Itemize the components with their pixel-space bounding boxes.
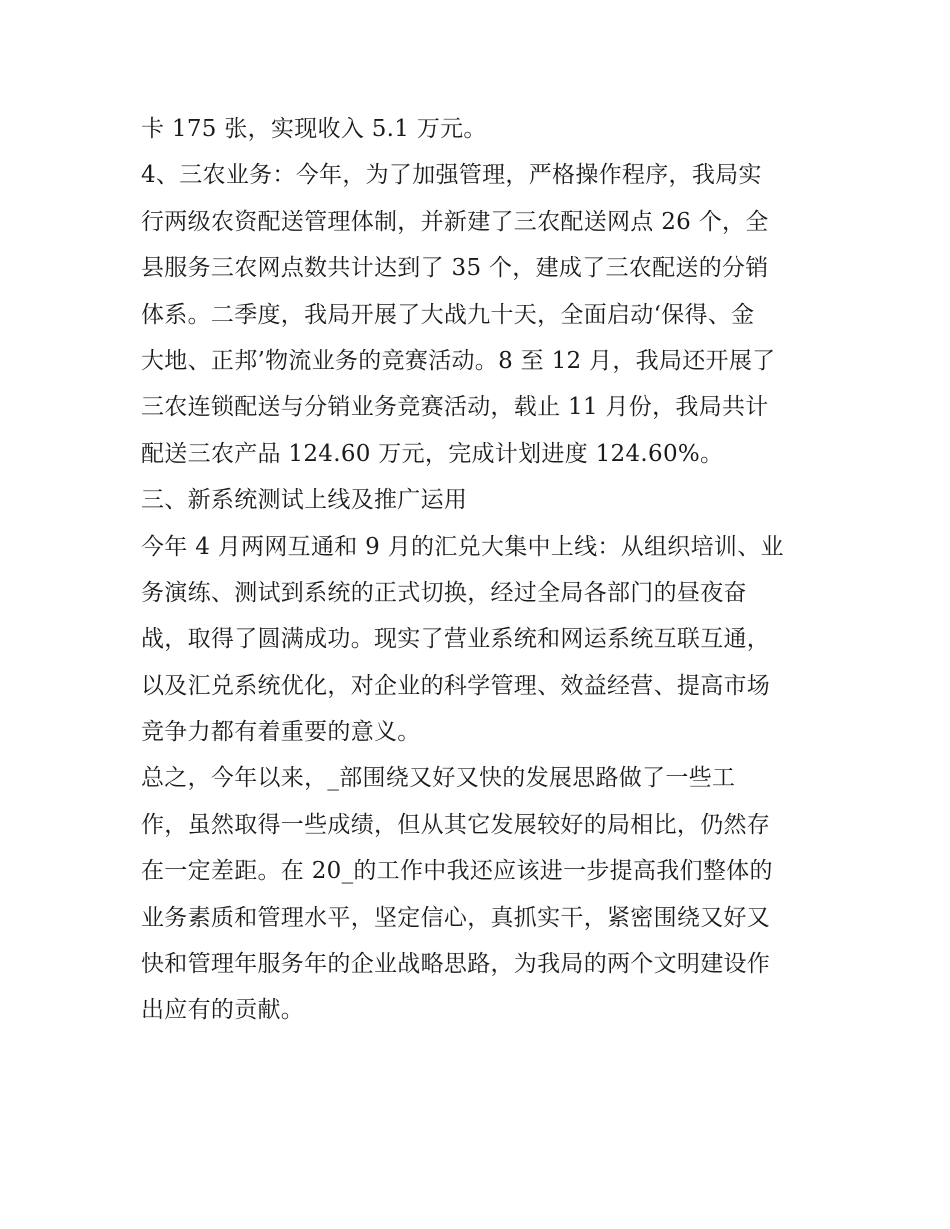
text-line-8: 配送三农产品 124.60 万元，完成计划进度 124.60%。 <box>141 440 724 467</box>
text-line-3: 行两级农资配送管理体制，并新建了三农配送网点 26 个，全 <box>141 208 769 235</box>
text-line-5: 体系。二季度，我局开展了大战九十天，全面启动‘保得、金 <box>141 301 755 328</box>
text-line-20: 出应有的贡献。 <box>141 997 305 1024</box>
text-line-14: 竞争力都有着重要的意义。 <box>141 719 421 746</box>
text-line-10: 今年 4 月两网互通和 9 月的汇兑大集中上线：从组织培训、业 <box>141 533 784 560</box>
document-body <box>141 106 813 1034</box>
section-heading: 三、新系统测试上线及推广运用 <box>141 487 468 514</box>
text-line-17: 在一定差距。在 20_的工作中我还应该进一步提高我们整体的 <box>141 858 773 885</box>
text-line-19: 快和管理年服务年的企业战略思路，为我局的两个文明建设作 <box>141 951 771 978</box>
text-line-11: 务演练、测试到系统的正式切换，经过全局各部门的昼夜奋 <box>141 579 747 606</box>
text-line-6: 大地、正邦’物流业务的竞赛活动。8 至 12 月，我局还开展了 <box>141 347 776 374</box>
text-line-2: 4、三农业务：今年，为了加强管理，严格操作程序，我局实 <box>141 162 762 189</box>
text-line-18: 业务素质和管理水平，坚定信心，真抓实干，紧密围绕又好又 <box>141 904 771 931</box>
text-line-7: 三农连锁配送与分销业务竞赛活动，载止 11 月份，我局共计 <box>141 394 769 421</box>
text-line-1: 卡 175 张，实现收入 5.1 万元。 <box>141 116 487 142</box>
text-line-15: 总之，今年以来，_部围绕又好又快的发展思路做了一些工 <box>141 765 736 792</box>
text-line-16: 作，虽然取得一些成绩，但从其它发展较好的局相比，仍然存 <box>141 811 771 838</box>
text-line-12: 战，取得了圆满成功。现实了营业系统和网运系统互联互通， <box>141 626 771 653</box>
text-line-4: 县服务三农网点数共计达到了 35 个，建成了三农配送的分销 <box>141 255 769 282</box>
text-line-13: 以及汇兑系统优化，对企业的科学管理、效益经营、提高市场 <box>141 672 771 699</box>
